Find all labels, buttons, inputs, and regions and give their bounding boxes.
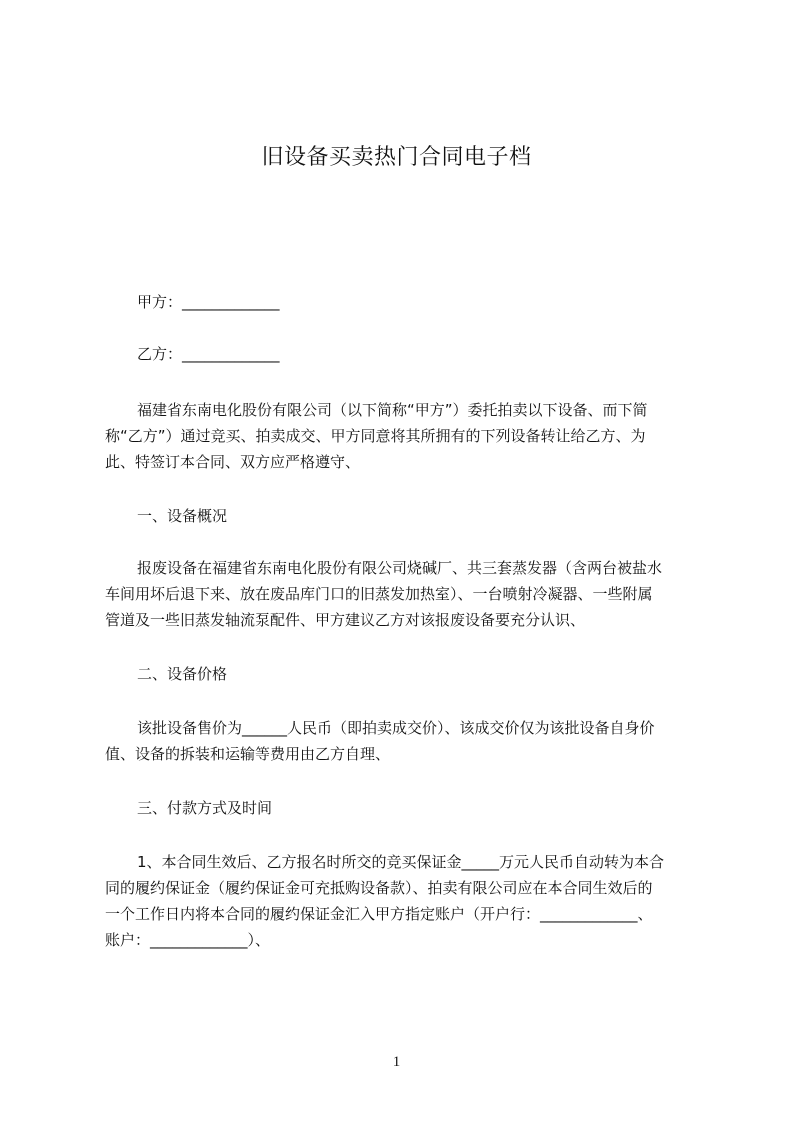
section-heading-3: 三、付款方式及时间 [137,799,273,817]
section-heading-1: 一、设备概况 [137,507,228,525]
party-a-field: 甲方：_____________ [137,293,280,311]
section2-line-2: 值、设备的拆装和运输等费用由乙方自理、 [105,745,391,763]
section3-line-4: 账户：_____________）、 [105,931,271,949]
intro-line-3: 此、特签订本合同、双方应严格遵守、 [105,453,361,471]
section3-line-1: 1、本合同生效后、乙方报名时所交的竞买保证金_____万元人民币自动转为本合 [137,853,665,871]
section2-line-1: 该批设备售价为______人民币（即拍卖成交价）、该成交价仅为该批设备自身价 [137,719,655,737]
section1-line-3: 管道及一些旧蒸发轴流泵配件、甲方建议乙方对该报废设备要充分认识、 [105,611,586,629]
section-heading-2: 二、设备价格 [137,665,228,683]
party-b-field: 乙方：_____________ [137,345,280,363]
intro-line-2: 称“乙方”）通过竞买、拍卖成交、甲方同意将其所拥有的下列设备转让给乙方、为 [105,427,646,445]
intro-line-1: 福建省东南电化股份有限公司（以下简称“甲方”）委托拍卖以下设备、而下简 [137,401,648,419]
section1-line-2: 车间用坏后退下来、放在废品库门口的旧蒸发加热室）、一台喷射冷凝器、一些附属 [105,585,653,603]
section3-line-3: 一个工作日内将本合同的履约保证金汇入甲方指定账户（开户行：_____________、 [105,905,653,923]
section3-line-2: 同的履约保证金（履约保证金可充抵购设备款）、拍卖有限公司应在本合同生效后的 [105,879,653,897]
page-number: 1 [392,1054,401,1070]
document-title: 旧设备买卖热门合同电子档 [261,145,532,170]
section1-line-1: 报废设备在福建省东南电化股份有限公司烧碱厂、共三套蒸发器（含两台被盐水 [137,559,663,577]
